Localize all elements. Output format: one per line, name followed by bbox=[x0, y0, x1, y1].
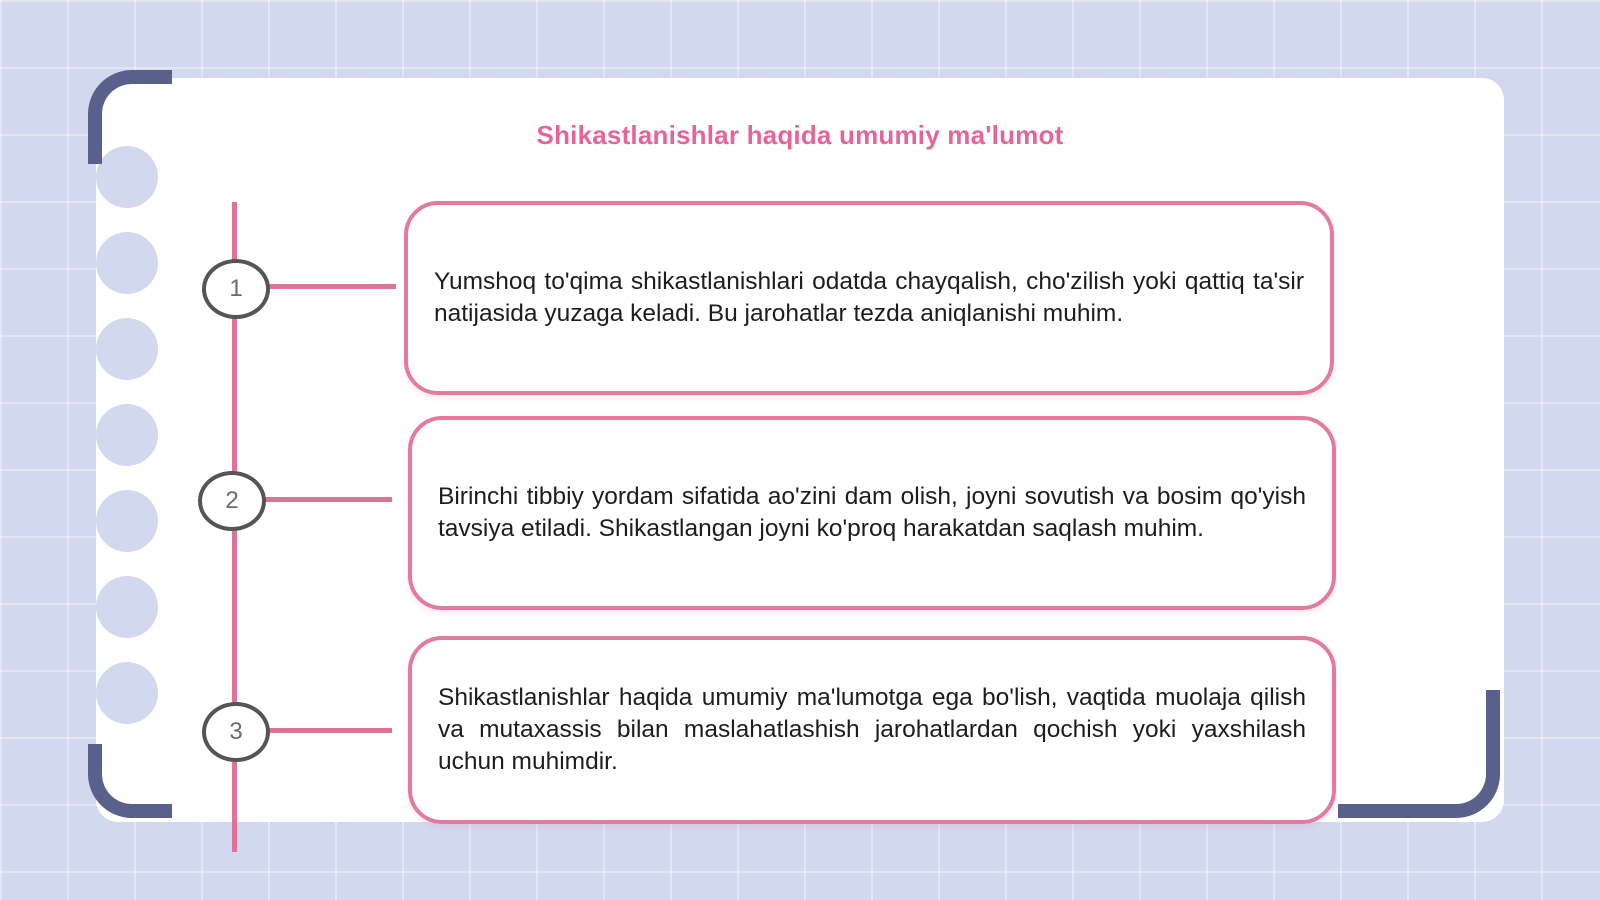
timeline-connector bbox=[264, 497, 392, 502]
step-number: 3 bbox=[229, 718, 243, 745]
paper-scallop bbox=[96, 576, 158, 638]
timeline-node-3 bbox=[202, 702, 270, 762]
timeline-node-2 bbox=[198, 471, 266, 531]
step-number: 2 bbox=[225, 487, 239, 514]
corner-bracket-top-left bbox=[88, 70, 172, 164]
timeline-node-1 bbox=[202, 259, 270, 319]
paper-scallop bbox=[96, 404, 158, 466]
step-number: 1 bbox=[229, 275, 243, 302]
corner-bracket-bottom-right bbox=[1338, 690, 1500, 818]
info-card-text: Birinchi tibbiy yordam sifatida ao'zini dam olish, joyni sovutish va bosim qo'yish tavsiya etiladi. Shikastlangan joyni ko'proq harakatdan saqlash muhim. bbox=[438, 483, 1306, 542]
info-card-2 bbox=[408, 416, 1336, 610]
paper-scallop bbox=[96, 318, 158, 380]
info-card-text: Yumshoq to'qima shikastlanishlari odatda chayqalish, cho'zilish yoki qattiq ta'sir natijasida yuzaga keladi. Bu jarohatlar tezda aniqlanishi muhim. bbox=[434, 268, 1304, 327]
timeline-connector bbox=[268, 728, 392, 733]
slide-title: Shikastlanishlar haqida umumiy ma'lumot bbox=[536, 120, 1064, 150]
paper-scallop bbox=[96, 232, 158, 294]
paper-scallop bbox=[96, 662, 158, 724]
timeline-connector bbox=[268, 284, 396, 289]
info-card-text: Shikastlanishlar haqida umumiy ma'lumotga ega bo'lish, vaqtida muolaja qilish va mutaxassis bilan maslahatlashish jarohatlardan qochish yoki yaxshilash uchun muhimdir. bbox=[438, 684, 1306, 775]
paper-scallop bbox=[96, 490, 158, 552]
info-card-3 bbox=[408, 636, 1336, 824]
info-card-1 bbox=[404, 201, 1334, 395]
